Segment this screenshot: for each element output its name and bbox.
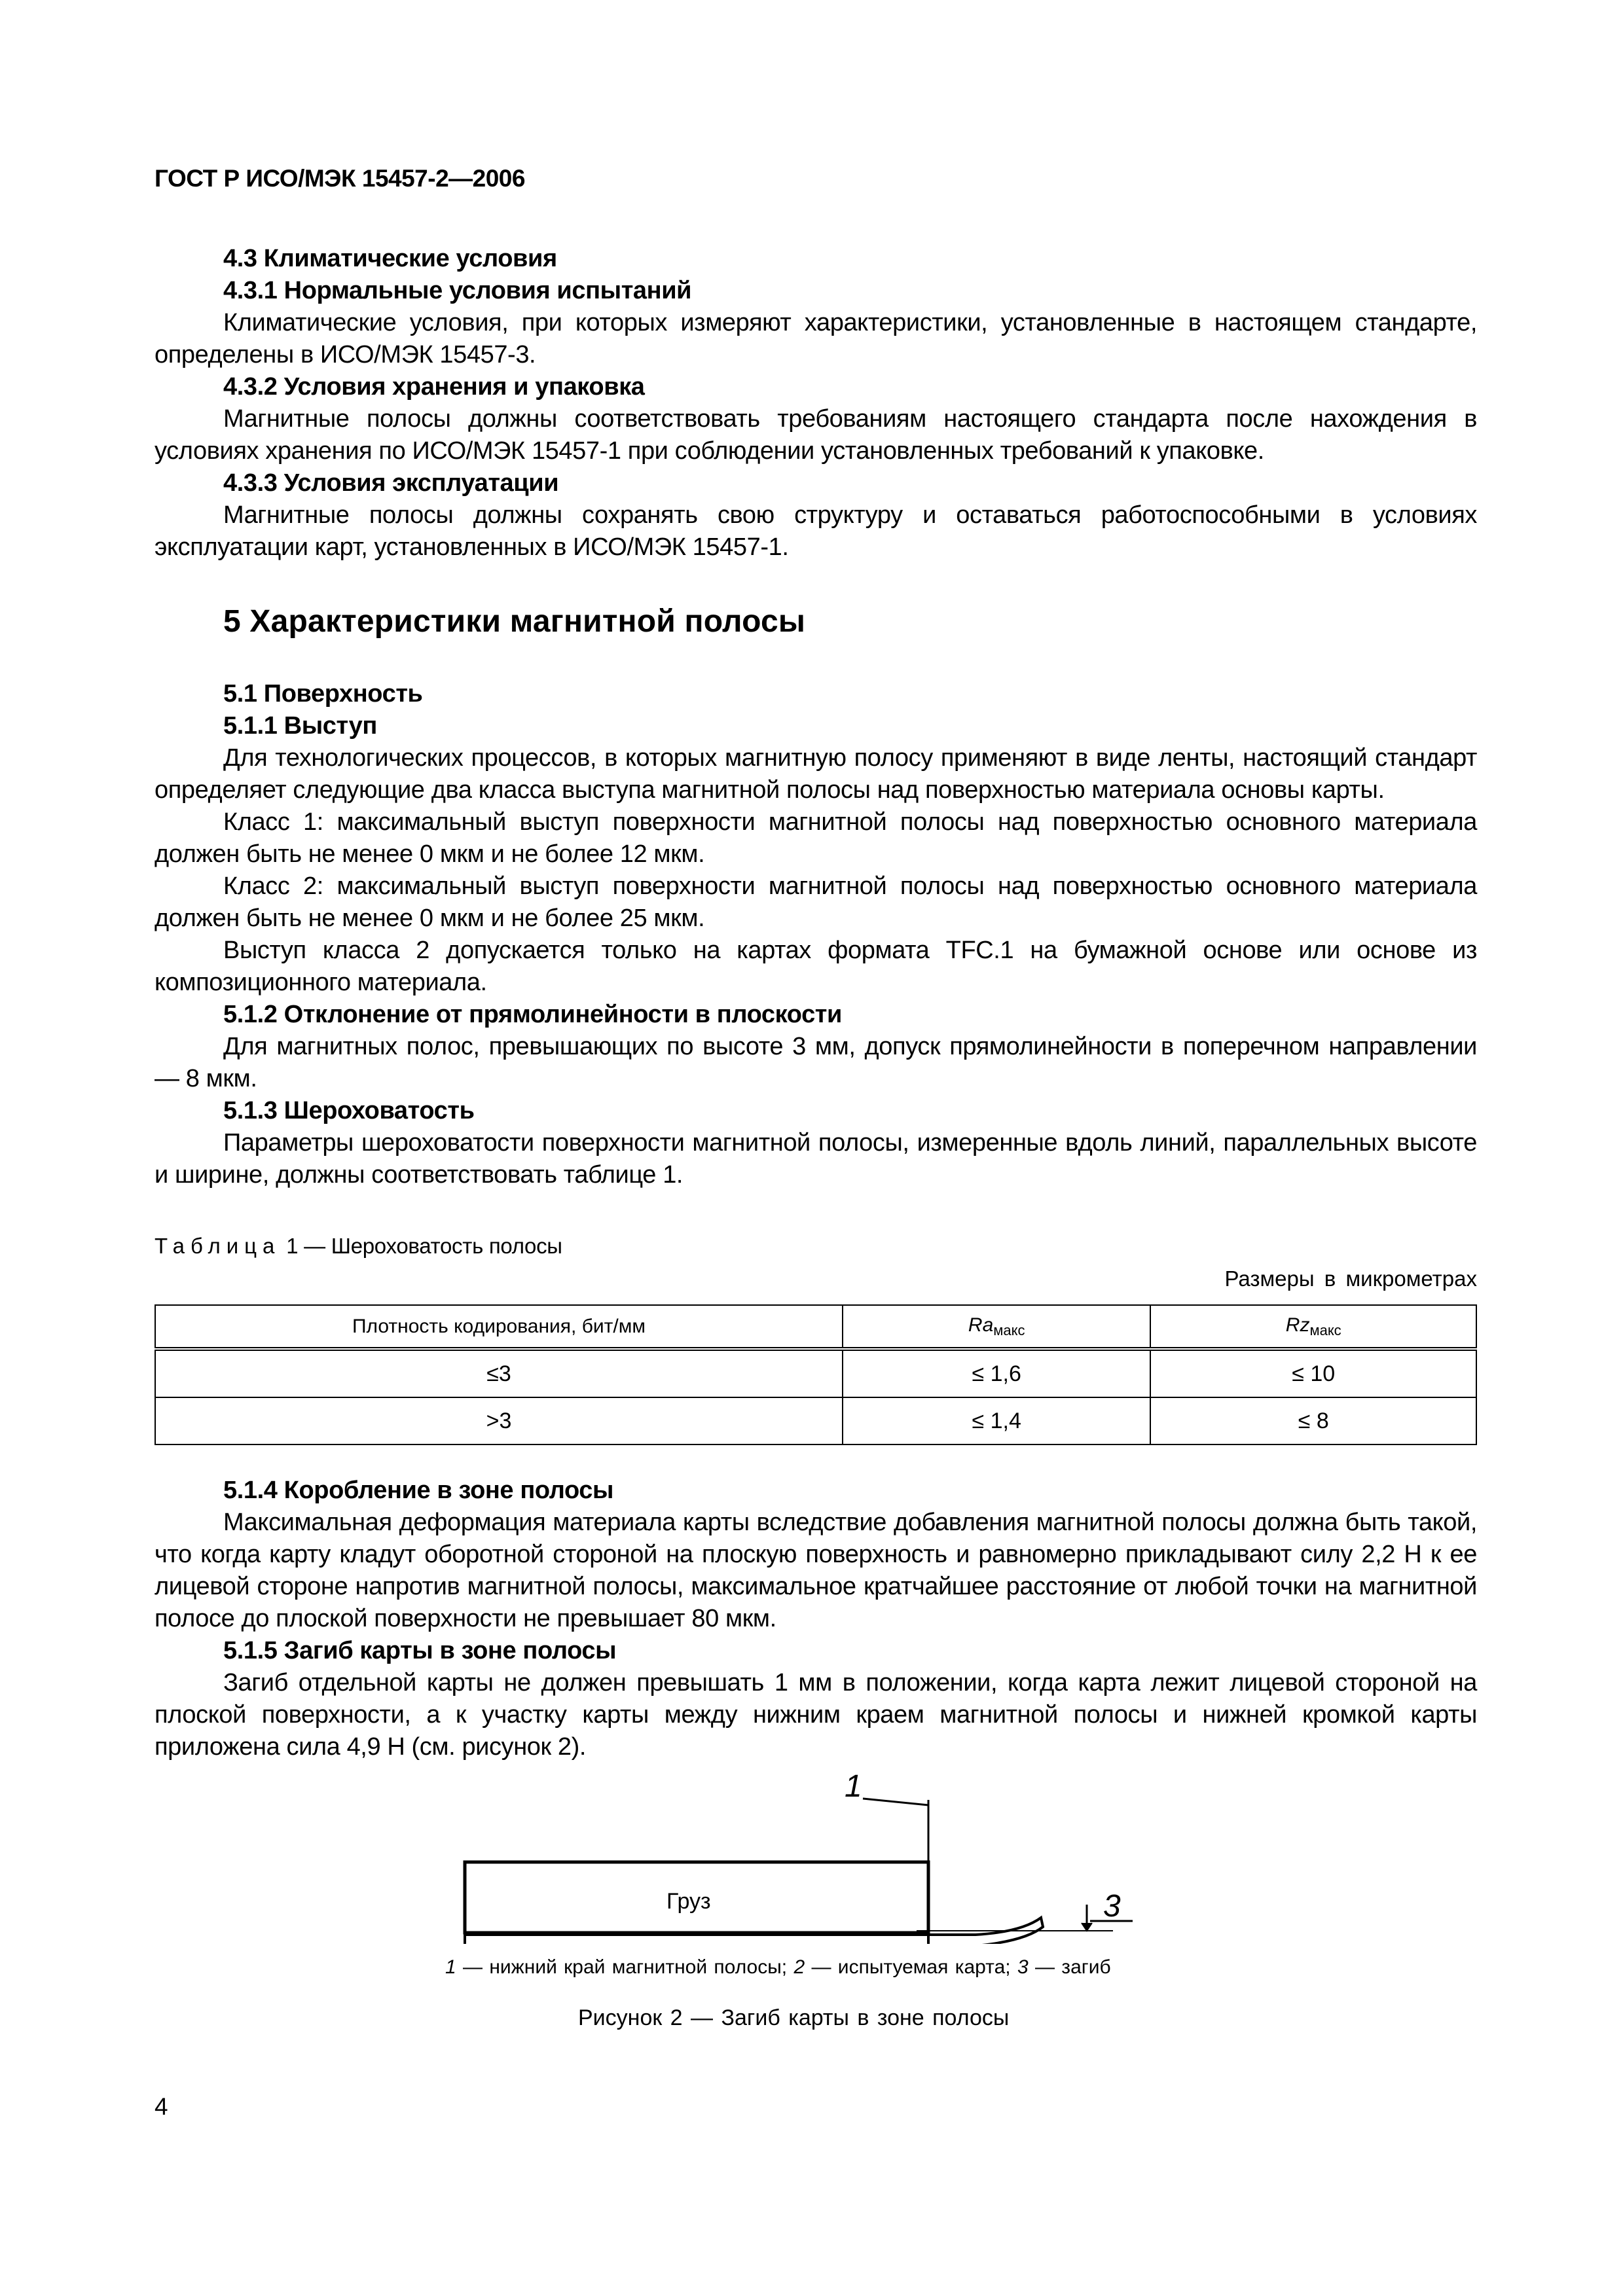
col-header-ra: $Ra_{макс}$ (843, 1305, 1151, 1349)
figure-caption: Рисунок 2 — Загиб карты в зоне полосы (578, 2005, 1010, 2030)
section-5-1-4 (155, 1475, 1477, 1763)
table-row (155, 1397, 1476, 1444)
table-cell: ≤3 (155, 1349, 843, 1397)
heading-4-3-3: 4.3.3 Условия эксплуатации (223, 469, 559, 497)
section-4-3 (155, 243, 1477, 564)
table-caption (155, 1234, 562, 1259)
paragraph-5-1-4: Максимальная деформация материала карты вследствие добавления магнитной полосы должна быть такой, что когда карту кладут оборотной стороной на плоскую поверхность и равномерно прикладывают силу 2,2 Н к ее лицевой стороне напротив магнитной полосы, максимальное кратчайшее расстояние от любой точки на магнитной полосе до плоской поверхности не превышает 80 мкм. (155, 1509, 1477, 1632)
col-header-rz: $Rz_{макс}$ (1150, 1305, 1476, 1349)
heading-5-1-1: 5.1.1 Выступ (223, 712, 377, 740)
section-5-1 (155, 678, 1477, 1191)
paragraph-4-3-1: Климатические условия, при которых измеряют характеристики, установленные в настоящем стандарте, определены в ИСО/МЭК 15457-3. (155, 309, 1477, 368)
table-cell: ≤ 1,6 (843, 1349, 1151, 1397)
paragraph-5-1-5: Загиб отдельной карты не должен превышать 1 мм в положении, когда карта лежит лицевой стороной на плоской поверхности, а к участку карты между нижним краем магнитной полосы и нижней кромкой карты приложена сила 4,9 Н (см. рисунок 2). (155, 1669, 1477, 1761)
test-card (465, 1935, 928, 1944)
weight-label: Груз (666, 1889, 711, 1914)
heading-4-3-1: 4.3.1 Нормальные условия испытаний (223, 277, 692, 304)
table-cell: >3 (155, 1397, 843, 1444)
paragraph-5-1-1-d: Выступ класса 2 допускается только на картах формата TFC.1 на бумажной основе или основе из композиционного материала. (155, 937, 1477, 996)
paragraph-4-3-2: Магнитные полосы должны соответствовать требованиям настоящего стандарта после нахождения в условиях хранения по ИСО/МЭК 15457-1 при соблюдении установленных требований к упаковке. (155, 405, 1477, 465)
table-cell: ≤ 8 (1150, 1397, 1476, 1444)
paragraph-5-1-1-c: Класс 2: максимальный выступ поверхности магнитной полосы над поверхностью основного материала должен быть не менее 0 мкм и не более 25 мкм. (155, 872, 1477, 932)
heading-5-1-4: 5.1.4 Коробление в зоне полосы (223, 1477, 614, 1504)
roughness-table (155, 1304, 1477, 1445)
table-caption-word: Таблица (155, 1234, 281, 1258)
paragraph-5-1-1-b: Класс 1: максимальный выступ поверхности магнитной полосы над поверхностью основного материала должен быть не менее 0 мкм и не более 12 мкм. (155, 808, 1477, 868)
paragraph-4-3-3: Магнитные полосы должны сохранять свою структуру и оставаться работоспособными в условиях эксплуатации карт, установленных в ИСО/МЭК 15457-1. (155, 501, 1477, 561)
heading-section-5: 5 Характеристики магнитной полосы (223, 604, 806, 639)
heading-4-3-2: 4.3.2 Условия хранения и упаковка (223, 373, 645, 401)
marker-3: 3 (1103, 1889, 1121, 1924)
heading-5-1-3: 5.1.3 Шероховатость (223, 1097, 475, 1124)
heading-5-1-5: 5.1.5 Загиб карты в зоне полосы (223, 1637, 617, 1664)
table-row (155, 1349, 1476, 1397)
document-header: ГОСТ Р ИСО/МЭК 15457-2—2006 (155, 165, 525, 192)
table-units: Размеры в микрометрах (1224, 1266, 1477, 1291)
heading-5-1-2: 5.1.2 Отклонение от прямолинейности в плоскости (223, 1001, 842, 1028)
heading-5-1: 5.1 Поверхность (223, 680, 423, 708)
table-caption-title: 1 — Шероховатость полосы (286, 1234, 562, 1258)
paragraph-5-1-3: Параметры шероховатости поверхности магнитной полосы, измеренные вдоль линий, параллельных высоте и ширине, должны соответствовать таблице 1. (155, 1129, 1477, 1189)
table-header-row (155, 1305, 1476, 1349)
leader-line-1 (863, 1799, 928, 1805)
table-cell: ≤ 1,4 (843, 1397, 1151, 1444)
page-number: 4 (155, 2093, 168, 2120)
paragraph-5-1-2: Для магнитных полос, превышающих по высоте 3 мм, допуск прямолинейности в поперечном направлении — 8 мкм. (155, 1033, 1477, 1092)
table-cell: ≤ 10 (1150, 1349, 1476, 1397)
paragraph-5-1-1-a: Для технологических процессов, в которых магнитную полосу применяют в виде ленты, настоящий стандарт определяет следующие два класса выступа магнитной полосы над поверхностью материала основы карты. (155, 744, 1477, 804)
heading-4-3: 4.3 Климатические условия (223, 245, 557, 272)
col-header-density: Плотность кодирования, бит/мм (155, 1305, 843, 1349)
figure-2-diagram (458, 1761, 1165, 1944)
card-base (465, 1935, 928, 1944)
marker-1: 1 (845, 1769, 862, 1804)
figure-legend: 1 — нижний край магнитной полосы; 2 — испытуемая карта; 3 — загиб (445, 1956, 1111, 1978)
